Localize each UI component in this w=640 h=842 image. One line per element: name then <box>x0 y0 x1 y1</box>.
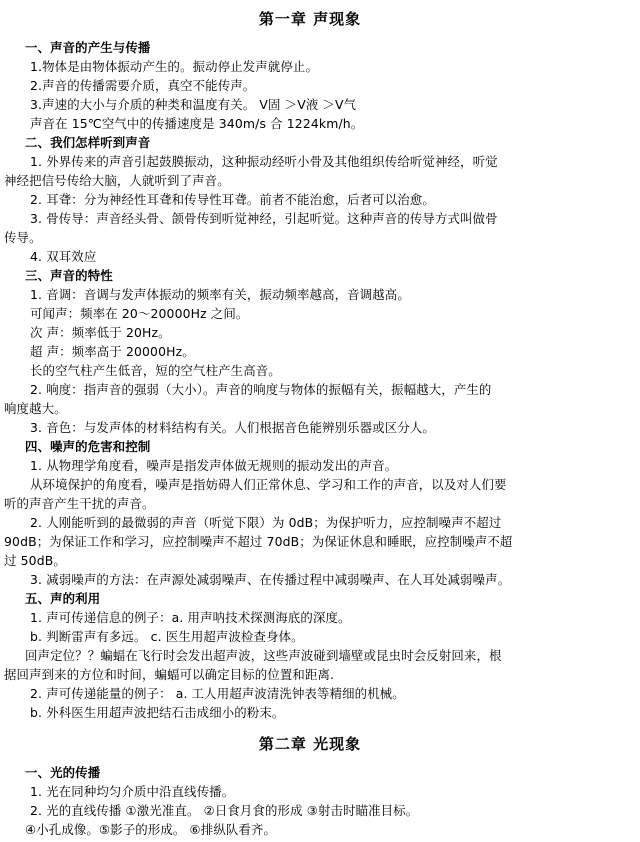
paragraph-line: ④小孔成像。⑤影子的形成。 ⑥排纵队看齐。 <box>25 822 277 837</box>
paragraph-line: 传导。 <box>4 230 42 245</box>
paragraph-line: 听的声音产生干扰的声音。 <box>4 496 155 511</box>
section-heading: 四、噪声的危害和控制 <box>25 439 151 454</box>
paragraph-line: 2. 人刚能听到的最微弱的声音（听觉下限）为 0dB；为保护听力，应控制噪声不超过 <box>30 515 502 530</box>
paragraph-line: 1. 外界传来的声音引起鼓膜振动，这种振动经听小骨及其他组织传给听觉神经，听觉 <box>30 154 498 169</box>
paragraph-line: 超 声：频率高于 20000Hz。 <box>30 344 195 359</box>
paragraph-line: 声音在 15℃空气中的传播速度是 340m/s 合 1224km/h。 <box>30 116 364 131</box>
paragraph-line: 3. 减弱噪声的方法：在声源处减弱噪声、在传播过程中减弱噪声、在人耳处减弱噪声。 <box>30 572 511 587</box>
paragraph-line: 3. 骨传导：声音经头骨、颌骨传到听觉神经，引起听觉。这种声音的传导方式叫做骨 <box>30 211 498 226</box>
paragraph-line: 1. 音调：音调与发声体振动的频率有关，振动频率越高，音调越高。 <box>30 287 410 302</box>
paragraph-line: b. 外科医生用超声波把结石击成细小的粉末。 <box>30 705 285 720</box>
paragraph-line: 回声定位？？蝙蝠在飞行时会发出超声波，这些声波碰到墙壁或昆虫时会反射回来，根 <box>25 648 502 663</box>
chapter-title: 第一章 声现象 <box>258 10 362 28</box>
paragraph-line: 4. 双耳效应 <box>30 249 97 264</box>
paragraph-line: 神经把信号传给大脑，人就听到了声音。 <box>4 173 230 188</box>
section-heading: 五、声的利用 <box>25 591 101 606</box>
paragraph-line: 可闻声：频率在 20～20000Hz 之间。 <box>30 306 249 321</box>
paragraph-line: 2. 声可传递能量的例子： a. 工人用超声波清洗钟表等精细的机械。 <box>30 686 405 701</box>
chapter-title: 第二章 光现象 <box>258 735 362 753</box>
paragraph-line: 2.声音的传播需要介质，真空不能传声。 <box>30 78 256 93</box>
paragraph-line: 90dB；为保证工作和学习，应控制噪声不超过 70dB；为保证休息和睡眠，应控制噪声不超 <box>4 534 513 549</box>
section-heading: 三、声音的特性 <box>25 268 113 283</box>
paragraph-line: 长的空气柱产生低音，短的空气柱产生高音。 <box>30 363 281 378</box>
paragraph-line: 3. 音色：与发声体的材料结构有关。人们根据音色能辨别乐器或区分人。 <box>30 420 435 435</box>
paragraph-line: 从环境保护的角度看，噪声是指妨碍人们正常休息、学习和工作的声音，以及对人们要 <box>30 477 507 492</box>
section-heading: 二、我们怎样听到声音 <box>25 135 151 150</box>
paragraph-line: 2. 耳聋：分为神经性耳聋和传导性耳聋。前者不能治愈，后者可以治愈。 <box>30 192 435 207</box>
paragraph-line: 1.物体是由物体振动产生的。振动停止发声就停止。 <box>30 59 319 74</box>
paragraph-line: 2. 光的直线传播 ①激光准直。 ②日食月食的形成 ③射击时瞄准目标。 <box>30 803 419 818</box>
paragraph-line: 次 声：频率低于 20Hz。 <box>30 325 171 340</box>
paragraph-line: 响度越大。 <box>4 401 67 416</box>
paragraph-line: 据回声到来的方位和时间，蝙蝠可以确定目标的位置和距离. <box>4 667 335 682</box>
paragraph-line: b. 判断雷声有多远。 c. 医生用超声波检查身体。 <box>30 629 304 644</box>
paragraph-line: 1. 从物理学角度看，噪声是指发声体做无规则的振动发出的声音。 <box>30 458 398 473</box>
section-heading: 一、光的传播 <box>25 765 101 780</box>
section-heading: 一、声音的产生与传播 <box>25 40 151 55</box>
paragraph-line: 3.声速的大小与介质的种类和温度有关。 V固 ＞V液 ＞V气 <box>30 97 357 112</box>
paragraph-line: 1. 光在同种均匀介质中沿直线传播。 <box>30 784 235 799</box>
paragraph-line: 2. 响度：指声音的强弱（大小）。声音的响度与物体的振幅有关，振幅越大，产生的 <box>30 382 492 397</box>
paragraph-line: 1. 声可传递信息的例子：a. 用声呐技术探测海底的深度。 <box>30 610 351 625</box>
paragraph-line: 过 50dB。 <box>4 553 66 568</box>
